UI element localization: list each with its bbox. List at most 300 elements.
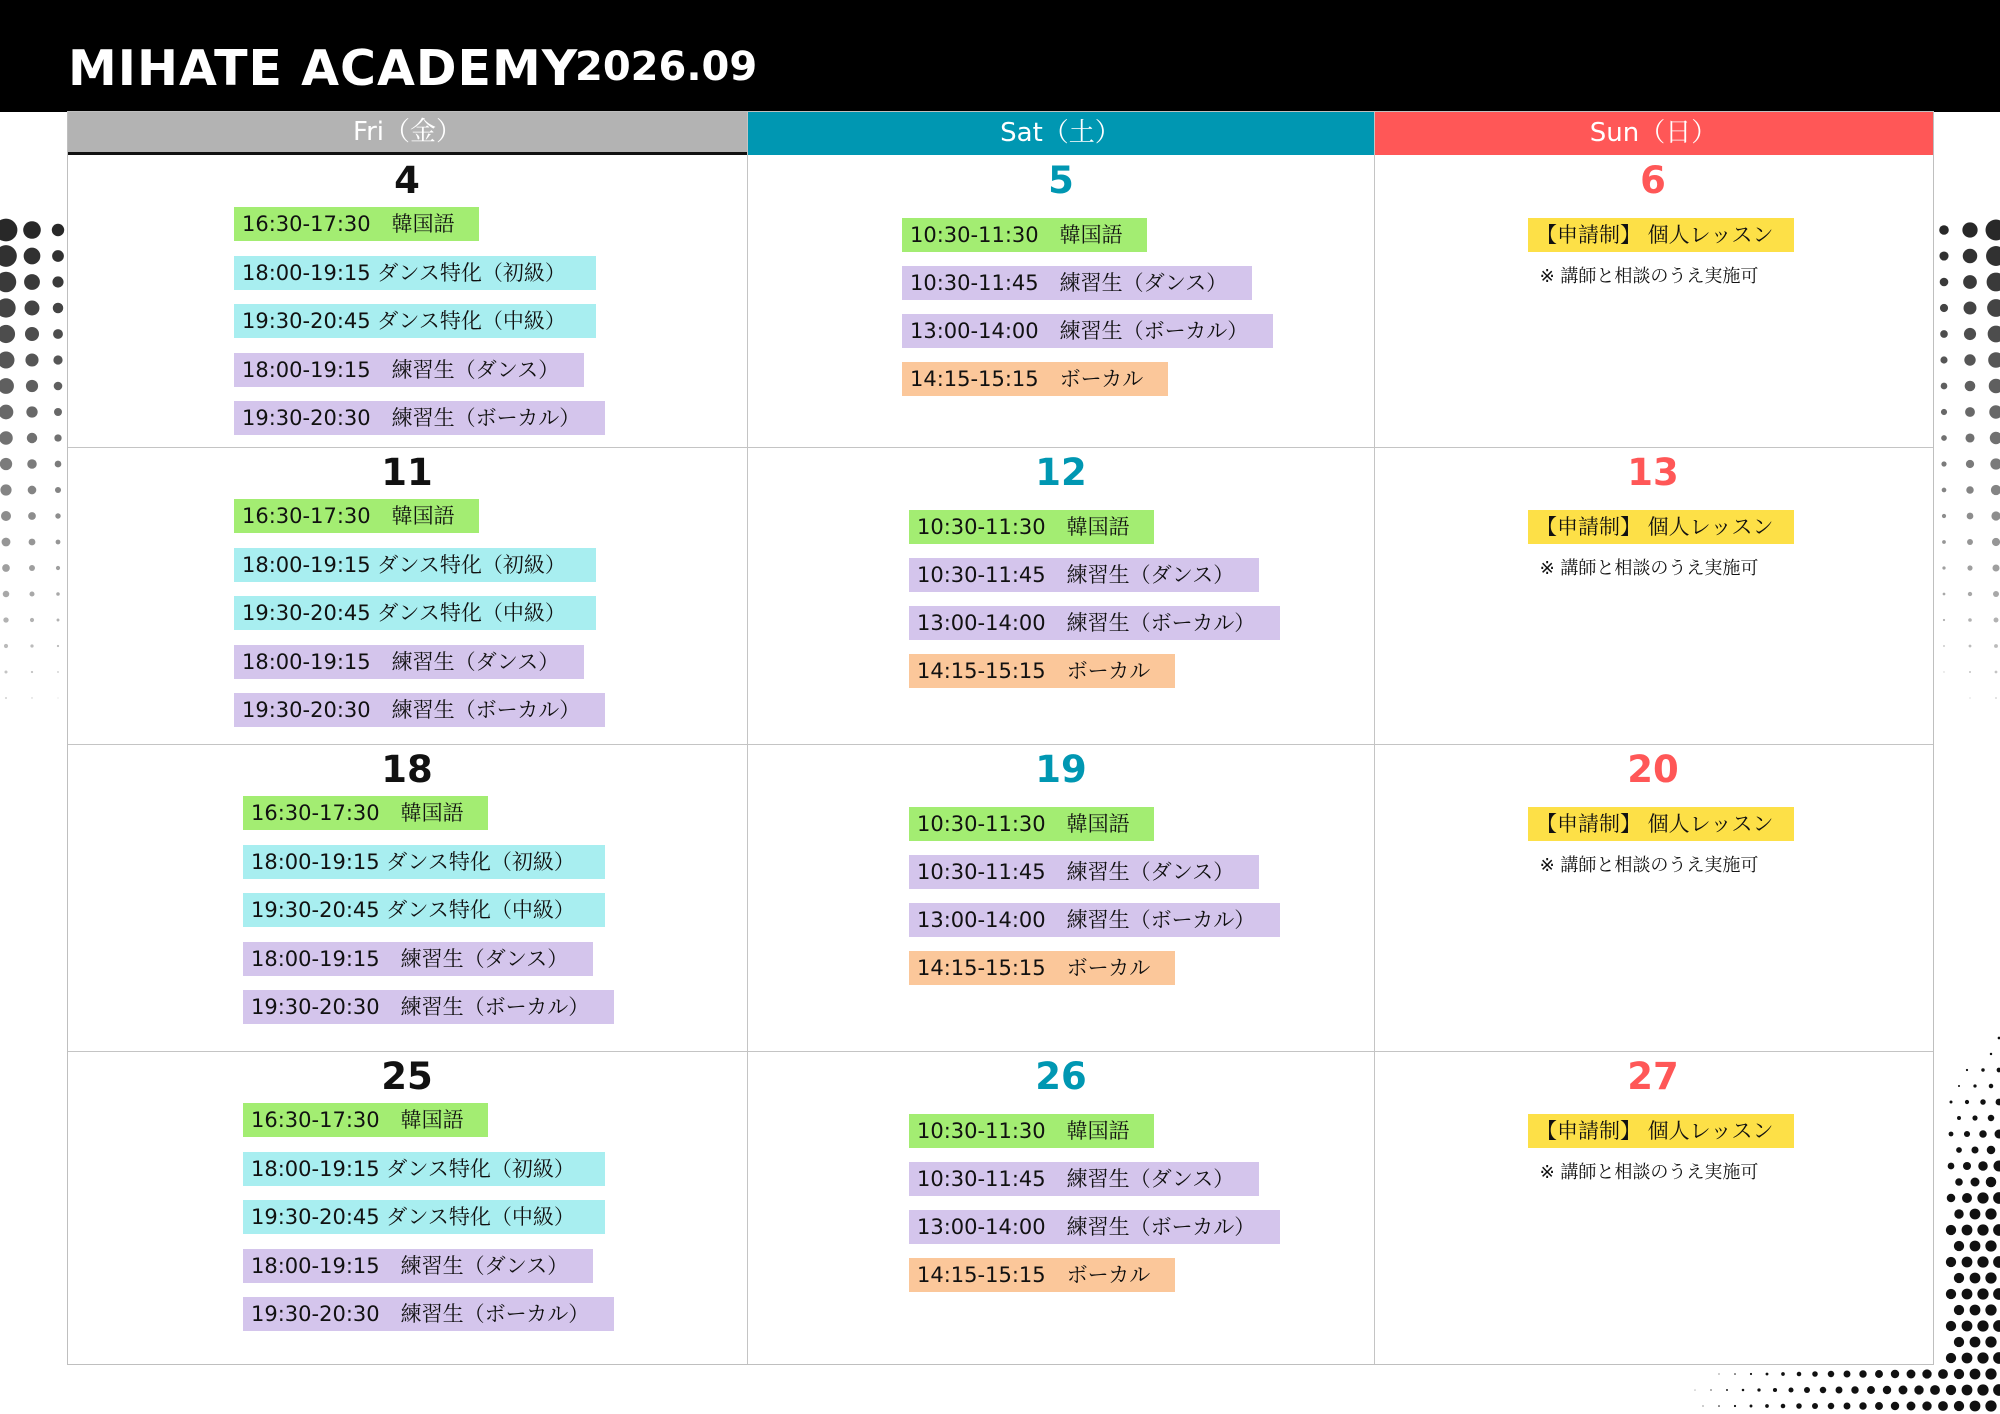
class-item: 18:00-19:15 練習生（ダンス） <box>243 942 593 976</box>
halftone-dot <box>1994 618 1999 623</box>
halftone-dot <box>1940 278 1949 287</box>
halftone-dot <box>53 303 64 314</box>
halftone-dot <box>52 224 64 236</box>
class-item: 18:00-19:15 ダンス特化（初級） <box>243 1152 605 1186</box>
halftone-dot <box>28 486 37 495</box>
day-number: 4 <box>394 159 420 202</box>
halftone-dot <box>1954 1241 1964 1251</box>
private-lesson-item: 【申請制】 個人レッスン <box>1528 510 1794 544</box>
halftone-dot <box>31 671 33 673</box>
halftone-dot <box>53 329 63 339</box>
halftone-dot <box>1994 644 1998 648</box>
halftone-dot <box>1993 1256 2000 1268</box>
halftone-dot <box>1977 1224 1988 1235</box>
halftone-dot <box>1938 1369 1948 1379</box>
halftone-dot <box>0 378 14 394</box>
class-item: 10:30-11:30 韓国語 <box>909 1114 1154 1148</box>
halftone-dot <box>1949 1132 1954 1137</box>
halftone-dot <box>1804 1387 1810 1393</box>
day-number: 6 <box>1640 159 1666 202</box>
halftone-dot <box>0 458 12 470</box>
consult-note: ※ 講師と相談のうえ実施可 <box>1539 266 1759 287</box>
halftone-dot <box>1930 1385 1940 1395</box>
class-item: 14:15-15:15 ボーカル <box>909 951 1175 985</box>
halftone-dot <box>1989 379 2000 394</box>
halftone-dot <box>57 697 58 698</box>
consult-note: ※ 講師と相談のうえ実施可 <box>1539 1162 1759 1183</box>
halftone-dot <box>1993 1384 2000 1396</box>
halftone-dot <box>2 538 11 547</box>
halftone-dot <box>1993 1288 2000 1300</box>
class-item: 19:30-20:30 練習生（ボーカル） <box>243 1297 614 1331</box>
halftone-dot <box>2 564 10 572</box>
halftone-dot <box>1966 460 1974 468</box>
halftone-dot <box>1964 354 1975 365</box>
halftone-dot <box>56 566 60 570</box>
halftone-dot <box>4 644 8 648</box>
class-item: 18:00-19:15 ダンス特化（初級） <box>234 548 596 582</box>
halftone-dot <box>1977 1320 1988 1331</box>
class-item: 19:30-20:45 ダンス特化（中級） <box>243 1200 605 1234</box>
halftone-dot <box>1977 1288 1988 1299</box>
class-item: 16:30-17:30 韓国語 <box>234 207 479 241</box>
halftone-dot <box>1986 246 2000 266</box>
halftone-dot <box>1962 1225 1973 1236</box>
halftone-dot <box>0 298 16 317</box>
halftone-dot <box>1948 1163 1955 1170</box>
halftone-dot <box>1992 538 2000 546</box>
class-item: 19:30-20:45 ダンス特化（中級） <box>243 893 605 927</box>
halftone-dot <box>1990 458 2000 469</box>
halftone-dot <box>1946 1385 1956 1395</box>
halftone-dot <box>4 670 7 673</box>
class-item: 10:30-11:45 練習生（ダンス） <box>902 266 1252 300</box>
halftone-dot <box>52 276 63 287</box>
halftone-dot <box>1990 432 2000 444</box>
halftone-dot <box>1964 1131 1970 1137</box>
halftone-dot <box>0 431 13 445</box>
halftone-dot <box>1971 1146 1978 1153</box>
consult-note: ※ 講師と相談のうえ実施可 <box>1539 855 1759 876</box>
halftone-dot <box>1968 592 1972 596</box>
halftone-dot <box>3 617 8 622</box>
halftone-dot <box>1963 1162 1971 1170</box>
halftone-dot <box>30 644 33 647</box>
halftone-dot <box>1987 273 2000 292</box>
halftone-dot <box>1939 251 1948 260</box>
halftone-dot <box>0 405 13 420</box>
halftone-dot <box>25 327 39 341</box>
halftone-dot <box>1985 1400 1996 1411</box>
halftone-dot <box>1963 275 1977 289</box>
halftone-dot <box>29 591 34 596</box>
halftone-dot <box>1985 1240 1996 1251</box>
halftone-dot <box>27 433 37 443</box>
halftone-dot <box>1946 1257 1956 1267</box>
halftone-dot <box>1997 1068 2000 1073</box>
class-item: 10:30-11:30 韓国語 <box>909 510 1154 544</box>
halftone-dot <box>29 565 35 571</box>
class-item: 19:30-20:45 ダンス特化（中級） <box>234 596 596 630</box>
halftone-dot <box>1985 1304 1996 1315</box>
halftone-dot <box>1986 220 2000 241</box>
halftone-dot <box>53 355 62 364</box>
halftone-dot <box>1851 1386 1858 1393</box>
halftone-dot <box>1993 1160 2000 1171</box>
halftone-dot <box>27 459 37 469</box>
academy-title: MIHATE ACADEMY <box>68 40 579 97</box>
halftone-dot <box>1986 1177 1997 1188</box>
halftone-dot <box>56 592 60 596</box>
halftone-dot <box>23 221 41 239</box>
halftone-dot <box>1993 1224 2000 1236</box>
halftone-dot <box>1 511 11 521</box>
halftone-dot <box>26 380 38 392</box>
halftone-dot <box>0 272 16 292</box>
day-number: 12 <box>1035 451 1087 494</box>
halftone-dot <box>1781 1372 1785 1376</box>
halftone-dot <box>1967 539 1973 545</box>
halftone-dot <box>1946 1353 1956 1363</box>
halftone-dot <box>1867 1386 1875 1394</box>
halftone-dot <box>1968 618 1972 622</box>
day-number: 25 <box>381 1055 433 1098</box>
halftone-dot <box>55 461 62 468</box>
class-item: 18:00-19:15 ダンス特化（初級） <box>234 256 596 290</box>
class-item: 16:30-17:30 韓国語 <box>243 796 488 830</box>
halftone-dot <box>1946 1225 1956 1235</box>
halftone-dot <box>1973 1084 1976 1087</box>
halftone-dot <box>54 408 62 416</box>
halftone-dot <box>29 539 36 546</box>
halftone-dot <box>1750 1405 1753 1408</box>
consult-note: ※ 講師と相談のうえ実施可 <box>1539 558 1759 579</box>
halftone-dot <box>1992 564 1999 571</box>
day-number: 11 <box>381 451 433 494</box>
halftone-dot <box>54 382 63 391</box>
header-sun: Sun（日） <box>1374 112 1933 155</box>
column-divider <box>747 112 748 1364</box>
day-number: 26 <box>1035 1055 1087 1098</box>
halftone-dot <box>1943 671 1944 672</box>
halftone-dot <box>1965 433 1974 442</box>
halftone-dot <box>5 697 7 699</box>
halftone-dot <box>1922 1401 1931 1410</box>
header-sat: Sat（土） <box>747 112 1374 155</box>
halftone-dot <box>56 540 61 545</box>
class-item: 19:30-20:30 練習生（ボーカル） <box>243 990 614 1024</box>
halftone-dot <box>1991 485 2000 495</box>
halftone-dot <box>1995 1130 2000 1139</box>
halftone-dot <box>1965 381 1976 392</box>
halftone-dot <box>1812 1403 1818 1409</box>
halftone-dot <box>1970 1241 1981 1252</box>
halftone-dot <box>1788 1387 1793 1392</box>
header-fri: Fri（金） <box>68 112 747 155</box>
halftone-dot <box>1977 1256 1988 1267</box>
halftone-dot <box>1939 225 1949 235</box>
halftone-dot <box>1978 1161 1988 1171</box>
halftone-dot <box>1942 540 1946 544</box>
halftone-dot <box>1938 1401 1948 1411</box>
halftone-dot <box>1943 645 1945 647</box>
row-divider <box>68 1051 1933 1052</box>
class-item: 18:00-19:15 練習生（ダンス） <box>234 353 584 387</box>
halftone-dot <box>1966 1069 1968 1071</box>
halftone-dot <box>1962 222 1977 237</box>
class-item: 10:30-11:45 練習生（ダンス） <box>909 855 1259 889</box>
halftone-dot <box>1954 1273 1964 1283</box>
halftone-dot <box>1942 514 1946 518</box>
halftone-dot <box>1988 326 2000 343</box>
halftone-dot <box>1695 1390 1696 1391</box>
private-lesson-item: 【申請制】 個人レッスン <box>1528 218 1794 252</box>
halftone-dot <box>30 618 34 622</box>
halftone-dot <box>1734 1405 1736 1407</box>
halftone-dot <box>57 619 60 622</box>
halftone-dot <box>1987 1146 1995 1154</box>
halftone-dot <box>1757 1388 1760 1391</box>
halftone-dot <box>52 250 64 262</box>
halftone-dot <box>1844 1403 1851 1410</box>
halftone-dot <box>1844 1371 1851 1378</box>
halftone-dot <box>1962 1353 1973 1364</box>
halftone-dot <box>1962 1257 1973 1268</box>
halftone-dot <box>1899 1386 1908 1395</box>
halftone-dot <box>1995 671 1998 674</box>
day-number: 19 <box>1035 748 1087 791</box>
halftone-dot <box>28 512 36 520</box>
halftone-dot <box>55 513 60 518</box>
halftone-dot <box>1812 1371 1818 1377</box>
halftone-dot <box>0 484 11 495</box>
halftone-dot <box>1954 1337 1964 1347</box>
halftone-dot <box>1820 1387 1826 1393</box>
halftone-dot <box>1941 461 1946 466</box>
halftone-dot <box>1859 1402 1866 1409</box>
halftone-dot <box>1797 1372 1802 1377</box>
halftone-dot <box>1766 1373 1769 1376</box>
private-lesson-item: 【申請制】 個人レッスン <box>1528 1114 1794 1148</box>
class-item: 13:00-14:00 練習生（ボーカル） <box>909 903 1280 937</box>
class-item: 13:00-14:00 練習生（ボーカル） <box>909 1210 1280 1244</box>
halftone-dot <box>1979 1130 1986 1137</box>
class-item: 10:30-11:45 練習生（ダンス） <box>909 558 1259 592</box>
halftone-dot <box>1963 249 1977 263</box>
halftone-dot <box>1773 1388 1777 1392</box>
halftone-dot <box>1828 1371 1834 1377</box>
halftone-dot <box>1972 1115 1977 1120</box>
class-item: 14:15-15:15 ボーカル <box>909 654 1175 688</box>
halftone-dot <box>1989 405 2000 418</box>
halftone-dot <box>57 671 59 673</box>
halftone-dot <box>1875 1402 1883 1410</box>
class-item: 19:30-20:45 ダンス特化（中級） <box>234 304 596 338</box>
halftone-dot <box>1996 1099 2000 1106</box>
halftone-dot <box>1957 1116 1961 1120</box>
halftone-dot <box>1985 1368 1996 1379</box>
halftone-dot <box>1956 1147 1962 1153</box>
class-item: 14:15-15:15 ボーカル <box>909 1258 1175 1292</box>
class-item: 18:00-19:15 練習生（ダンス） <box>243 1249 593 1283</box>
halftone-dot <box>1993 591 1999 597</box>
halftone-dot <box>1883 1386 1891 1394</box>
halftone-dot <box>1718 1405 1720 1407</box>
halftone-dot <box>1964 302 1977 315</box>
halftone-dot <box>1977 1384 1988 1395</box>
halftone-dot <box>0 219 17 242</box>
halftone-dot <box>1922 1369 1931 1378</box>
halftone-dot <box>1970 1273 1981 1284</box>
halftone-dot <box>1965 1100 1969 1104</box>
halftone-dot <box>1718 1373 1719 1374</box>
halftone-dot <box>1907 1402 1916 1411</box>
halftone-dot <box>1991 511 2000 520</box>
halftone-dot <box>1970 1369 1981 1380</box>
halftone-dot <box>1941 409 1947 415</box>
halftone-dot <box>0 325 15 343</box>
halftone-dot <box>1987 299 2000 317</box>
halftone-dot <box>1977 1192 1988 1203</box>
halftone-dot <box>1985 1272 1996 1283</box>
halftone-dot <box>1954 1209 1963 1218</box>
class-item: 10:30-11:30 韓国語 <box>909 807 1154 841</box>
halftone-dot <box>25 353 38 366</box>
halftone-dot <box>1971 1178 1980 1187</box>
halftone-dot <box>1710 1389 1711 1390</box>
halftone-dot <box>1988 352 2000 368</box>
halftone-dot <box>1781 1404 1786 1409</box>
halftone-dot <box>1962 1385 1973 1396</box>
halftone-dot <box>1954 1305 1964 1315</box>
class-item: 13:00-14:00 練習生（ボーカル） <box>909 606 1280 640</box>
halftone-dot <box>1995 697 1997 699</box>
class-item: 18:00-19:15 練習生（ダンス） <box>234 645 584 679</box>
halftone-dot <box>1943 593 1946 596</box>
halftone-dot <box>55 487 61 493</box>
halftone-dot <box>0 352 14 369</box>
halftone-dot <box>1964 328 1976 340</box>
halftone-dot <box>1891 1370 1899 1378</box>
halftone-dot <box>1946 1289 1956 1299</box>
class-item: 10:30-11:45 練習生（ダンス） <box>909 1162 1259 1196</box>
halftone-dot <box>1993 1192 2000 1204</box>
halftone-dot <box>1940 304 1948 312</box>
class-item: 16:30-17:30 韓国語 <box>243 1103 488 1137</box>
halftone-dot <box>1993 1352 2000 1364</box>
halftone-dot <box>1947 1194 1956 1203</box>
halftone-dot <box>1970 1209 1981 1220</box>
halftone-dot <box>1977 1352 1988 1363</box>
halftone-dot <box>1955 1178 1963 1186</box>
class-item: 13:00-14:00 練習生（ボーカル） <box>902 314 1273 348</box>
class-item: 16:30-17:30 韓国語 <box>234 499 479 533</box>
halftone-dot <box>1966 486 1973 493</box>
halftone-dot <box>24 274 40 290</box>
day-number: 13 <box>1627 451 1679 494</box>
row-divider <box>68 744 1933 745</box>
halftone-dot <box>1946 1321 1956 1331</box>
halftone-dot <box>1970 1401 1981 1412</box>
halftone-dot <box>1836 1387 1843 1394</box>
column-divider <box>1374 112 1375 1364</box>
halftone-dot <box>1941 383 1948 390</box>
day-number: 20 <box>1627 748 1679 791</box>
halftone-dot <box>1970 1305 1981 1316</box>
private-lesson-item: 【申請制】 個人レッスン <box>1528 807 1794 841</box>
halftone-dot <box>1828 1403 1834 1409</box>
halftone-dot <box>1949 1100 1952 1103</box>
class-item: 10:30-11:30 韓国語 <box>902 218 1147 252</box>
class-item: 14:15-15:15 ボーカル <box>902 362 1168 396</box>
halftone-dot <box>24 248 41 265</box>
halftone-dot <box>1940 330 1948 338</box>
halftone-dot <box>1967 513 1974 520</box>
halftone-dot <box>1990 1053 1992 1055</box>
halftone-dot <box>1954 1369 1964 1379</box>
halftone-dot <box>1969 671 1971 673</box>
halftone-dot <box>3 591 10 598</box>
halftone-dot <box>1962 1321 1973 1332</box>
halftone-dot <box>1796 1403 1802 1409</box>
halftone-dot <box>1742 1389 1745 1392</box>
halftone-dot <box>1750 1373 1752 1375</box>
halftone-dot <box>1965 407 1975 417</box>
month-label: 2026.09 <box>575 44 758 90</box>
halftone-dot <box>1967 565 1972 570</box>
halftone-dot <box>1969 645 1972 648</box>
halftone-dot <box>1942 566 1945 569</box>
halftone-dot <box>1942 488 1947 493</box>
halftone-dot <box>1993 1320 2000 1332</box>
halftone-dot <box>1970 1337 1981 1348</box>
halftone-dot <box>1875 1370 1883 1378</box>
halftone-dot <box>1985 1208 1996 1219</box>
halftone-dot <box>1907 1370 1916 1379</box>
class-item: 19:30-20:30 練習生（ボーカル） <box>234 401 605 435</box>
row-divider <box>68 447 1933 448</box>
halftone-dot <box>1958 1085 1960 1087</box>
halftone-dot <box>1985 1336 1996 1347</box>
halftone-dot <box>1940 356 1947 363</box>
class-item: 18:00-19:15 ダンス特化（初級） <box>243 845 605 879</box>
halftone-dot <box>1891 1402 1899 1410</box>
halftone-dot <box>1962 1193 1972 1203</box>
halftone-dot <box>1943 619 1945 621</box>
day-number: 5 <box>1048 159 1074 202</box>
halftone-dot <box>1989 1084 1993 1088</box>
halftone-dot <box>1726 1389 1728 1391</box>
halftone-dot <box>1969 697 1970 698</box>
halftone-dot <box>57 645 59 647</box>
halftone-dot <box>1980 1099 1985 1104</box>
class-item: 19:30-20:30 練習生（ボーカル） <box>234 693 605 727</box>
halftone-dot <box>1702 1405 1703 1406</box>
halftone-dot <box>54 434 61 441</box>
halftone-dot <box>1981 1068 1984 1071</box>
day-number: 27 <box>1627 1055 1679 1098</box>
halftone-dot <box>1765 1404 1769 1408</box>
halftone-dot <box>1988 1115 1994 1121</box>
halftone-dot <box>1962 1289 1973 1300</box>
halftone-dot <box>1734 1373 1736 1375</box>
halftone-dot <box>1941 435 1947 441</box>
calendar-grid <box>67 111 1934 1365</box>
halftone-dot <box>1914 1385 1923 1394</box>
halftone-dot <box>0 245 17 267</box>
halftone-dot <box>31 697 32 698</box>
halftone-dot <box>25 301 40 316</box>
